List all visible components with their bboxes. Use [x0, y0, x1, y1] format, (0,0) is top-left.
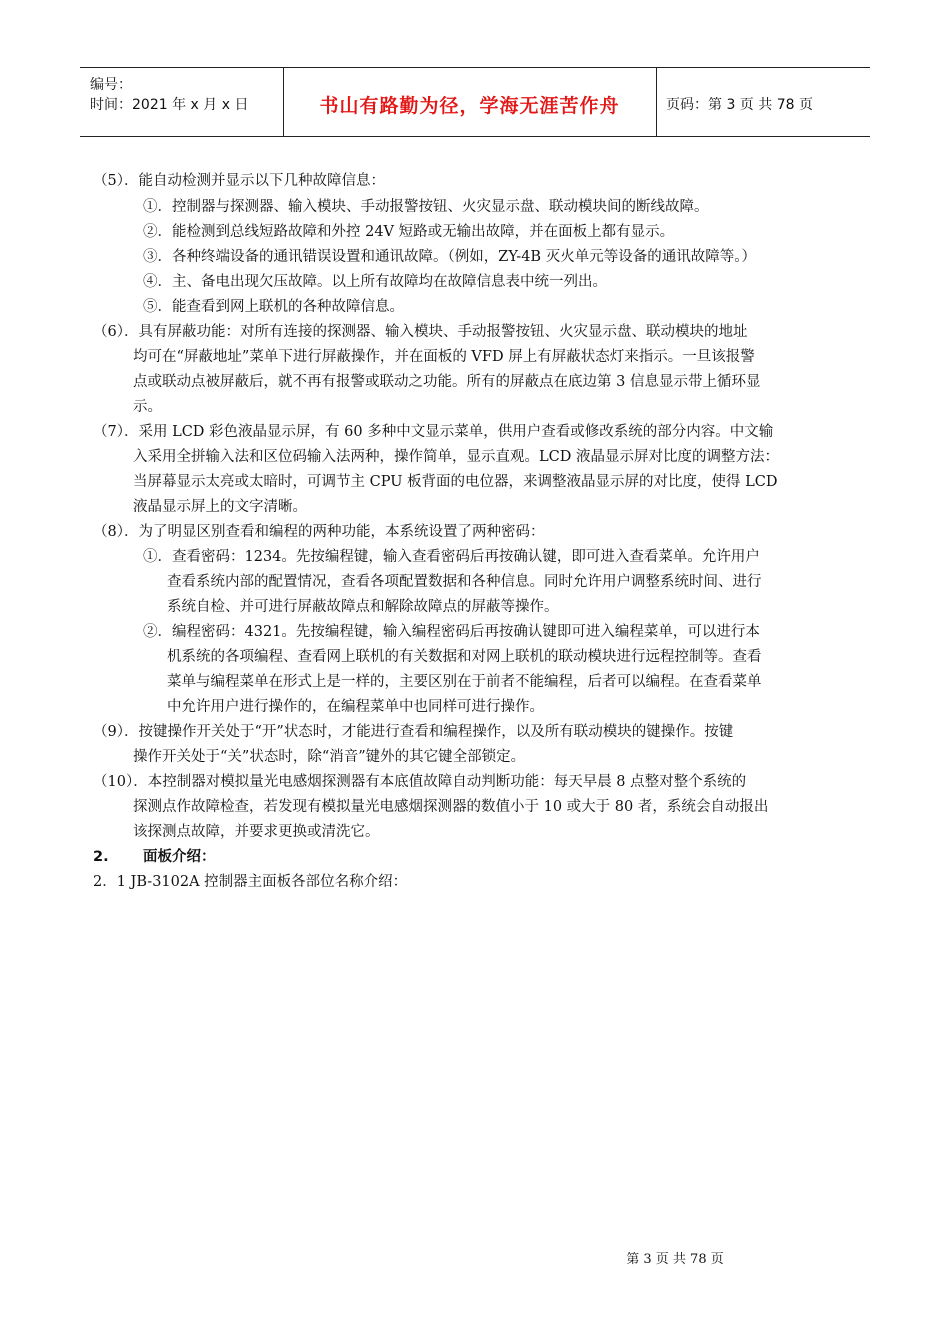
- header-info-cell: [80, 68, 284, 136]
- subsection-heading: 2．1 JB-3102A 控制器主面板各部位名称介绍：: [93, 874, 408, 890]
- list-item: ②．编程密码：4321。先按编程键，输入编程密码后再按确认键即可进入编程菜单，可以进行本: [143, 624, 760, 640]
- paragraph-line: 操作开关处于“关”状态时，除“消音”键外的其它键全部锁定。: [133, 749, 526, 765]
- paragraph-line: 液晶显示屏上的文字清晰。: [133, 499, 307, 515]
- paragraph-line: 菜单与编程菜单在形式上是一样的，主要区别在于前者不能编程，后者可以编程。在查看菜单: [167, 674, 762, 690]
- paragraph-line: 中允许用户进行操作的，在编程菜单中也同样可进行操作。: [167, 699, 544, 715]
- list-item: ①．查看密码：1234。先按编程键，输入查看密码后再按确认键，即可进入查看菜单。允许用户: [143, 549, 760, 565]
- list-item: ⑤．能查看到网上联机的各种故障信息。: [143, 299, 404, 315]
- paragraph-line: 探测点作故障检查，若发现有模拟量光电感烟探测器的数值小于 10 或大于 80 者，系统会自动报出: [133, 799, 769, 815]
- document-code-label: 编号：: [90, 77, 132, 93]
- document-date-label: 时间：2021 年 x 月 x 日: [90, 97, 249, 113]
- section-heading: 面板介绍：: [143, 849, 216, 865]
- header-page-number: 页码：第 3 页 共 78 页: [666, 97, 813, 113]
- paragraph-line: （10）．本控制器对模拟量光电感烟探测器有本底值故障自动判断功能：每天早晨 8 点整对整个系统的: [93, 774, 747, 790]
- paragraph-line: （6）．具有屏蔽功能：对所有连接的探测器、输入模块、手动报警按钮、火灾显示盘、联动模块的地址: [93, 324, 748, 340]
- section-number: 2.: [93, 849, 109, 865]
- paragraph-line: 机系统的各项编程、查看网上联机的有关数据和对网上联机的联动模块进行远程控制等。查看: [167, 649, 762, 665]
- paragraph-line: （9）．按键操作开关处于“开”状态时，才能进行查看和编程操作，以及所有联动模块的键操作。按键: [93, 724, 734, 740]
- page-footer: [0, 1248, 950, 1267]
- page-header: [80, 67, 870, 137]
- header-motto-cell: [283, 68, 657, 136]
- list-item: ②．能检测到总线短路故障和外控 24V 短路或无输出故障，并在面板上都有显示。: [143, 224, 675, 240]
- paragraph-line: （8）．为了明显区别查看和编程的两种功能，本系统设置了两种密码：: [93, 524, 545, 540]
- footer-page-number: 第 3 页 共 78 页: [626, 1252, 724, 1267]
- list-item: ④．主、备电出现欠压故障。以上所有故障均在故障信息表中统一列出。: [143, 274, 607, 290]
- paragraph-line: （5）．能自动检测并显示以下几种故障信息：: [93, 173, 385, 189]
- paragraph-line: 示。: [133, 399, 162, 415]
- list-item: ③．各种终端设备的通讯错误设置和通讯故障。（例如，ZY-4B 灭火单元等设备的通讯故障等。）: [143, 249, 756, 265]
- paragraph-line: 入采用全拼输入法和区位码输入法两种，操作简单，显示直观。LCD 液晶显示屏对比度的调整方法：: [133, 449, 779, 465]
- header-motto: 书山有路勤为径，学海无涯苦作舟: [319, 95, 620, 117]
- paragraph-line: （7）．采用 LCD 彩色液晶显示屏，有 60 多种中文显示菜单，供用户查看或修改系统的部分内容。中文输: [93, 424, 774, 440]
- list-item: ①．控制器与探测器、输入模块、手动报警按钮、火灾显示盘、联动模块间的断线故障。: [143, 199, 709, 215]
- paragraph-line: 点或联动点被屏蔽后，就不再有报警或联动之功能。所有的屏蔽点在底边第 3 信息显示带上循环显: [133, 374, 761, 390]
- paragraph-line: 查看系统内部的配置情况，查看各项配置数据和各种信息。同时允许用户调整系统时间、进行: [167, 574, 762, 590]
- paragraph-line: 均可在“屏蔽地址”菜单下进行屏蔽操作，并在面板的 VFD 屏上有屏蔽状态灯来指示。一旦该报警: [133, 349, 755, 365]
- paragraph-line: 该探测点故障，并要求更换或清洗它。: [133, 824, 380, 840]
- paragraph-line: 系统自检、并可进行屏蔽故障点和解除故障点的屏蔽等操作。: [167, 599, 559, 615]
- header-page-cell: [656, 68, 870, 136]
- paragraph-line: 当屏幕显示太亮或太暗时，可调节主 CPU 板背面的电位器，来调整液晶显示屏的对比度，使得 LCD: [133, 474, 778, 490]
